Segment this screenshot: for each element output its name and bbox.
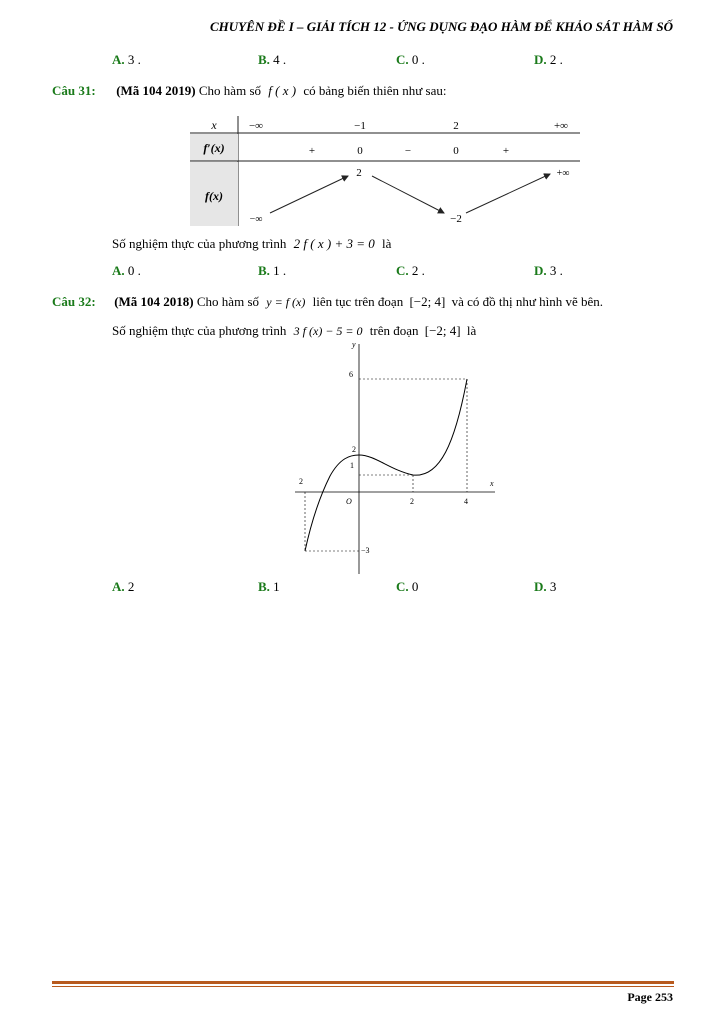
- question-32-prompt: [112, 323, 476, 339]
- y-tick: 1: [350, 461, 354, 470]
- function-curve: [305, 379, 467, 551]
- question-text: Cho hàm số: [196, 294, 260, 309]
- answer-d[interactable]: [534, 263, 563, 279]
- footer-rule-thin: [52, 986, 674, 987]
- x-value: 2: [453, 120, 459, 132]
- f-value: +∞: [556, 168, 570, 179]
- answer-d[interactable]: [534, 52, 563, 68]
- question-text: Cho hàm số: [198, 83, 262, 98]
- answer-value: 2 .: [411, 263, 425, 278]
- answer-value: 0 .: [127, 263, 141, 278]
- decrease-arrow: [372, 176, 444, 213]
- answer-label: B.: [258, 579, 270, 594]
- variation-table: [190, 116, 582, 228]
- interval: [−2; 4]: [409, 294, 446, 309]
- prompt-text: Số nghiệm thực của phương trình: [112, 323, 287, 338]
- answer-b[interactable]: [258, 263, 286, 279]
- question-text-2: có bảng biến thiên như sau:: [303, 83, 447, 98]
- y-tick: 2: [352, 445, 356, 454]
- answer-label: D.: [534, 263, 547, 278]
- answer-b[interactable]: [258, 579, 280, 595]
- answer-value: 3 .: [549, 263, 563, 278]
- answer-c[interactable]: [396, 263, 425, 279]
- page-number: Page 253: [627, 990, 673, 1004]
- question-source: (Mã 104 2018): [114, 294, 194, 309]
- footer-rule: [52, 981, 674, 984]
- answer-c[interactable]: [396, 579, 418, 595]
- equation: 3 f (x) − 5 = 0: [293, 324, 363, 338]
- answer-value: 2 .: [549, 52, 563, 67]
- increase-arrow: [270, 176, 348, 213]
- y-tick: 6: [349, 370, 353, 379]
- function-graph: [290, 338, 500, 578]
- function-name: f ( x ): [268, 83, 297, 98]
- equation: 2 f ( x ) + 3 = 0: [293, 236, 375, 251]
- page-header: CHUYÊN ĐỀ I – GIẢI TÍCH 12 - ỨNG DỤNG ĐẠO HÀM ĐỂ KHẢO SÁT HÀM SỐ: [210, 19, 673, 34]
- sign: 0: [453, 145, 459, 157]
- increase-arrow: [466, 174, 550, 213]
- interval: [−2; 4]: [424, 323, 461, 338]
- sign: −: [404, 145, 412, 157]
- question-text-3: và có đồ thị như hình vẽ bên.: [451, 294, 604, 309]
- question-text-2: liên tục trên đoạn: [312, 294, 404, 309]
- answer-label: C.: [396, 52, 409, 67]
- f-value: 2: [356, 167, 362, 179]
- prompt-end: là: [382, 236, 392, 251]
- answer-label: C.: [396, 579, 409, 594]
- origin-label: O: [346, 497, 352, 506]
- f-value: −2: [450, 213, 462, 225]
- sign: 0: [357, 145, 363, 157]
- answer-label: A.: [112, 52, 125, 67]
- x-axis-label: x: [490, 479, 494, 488]
- answer-value: 4 .: [273, 52, 287, 67]
- answer-c[interactable]: [396, 52, 425, 68]
- prompt-mid: trên đoạn: [369, 323, 419, 338]
- question-number: Câu 31:: [52, 83, 96, 98]
- answer-label: A.: [112, 579, 125, 594]
- x-value: +∞: [553, 120, 569, 132]
- answer-a[interactable]: [112, 263, 141, 279]
- y-tick: −3: [361, 546, 370, 555]
- answer-value: 0 .: [411, 52, 425, 67]
- answer-label: B.: [258, 52, 270, 67]
- row-label-f: f(x): [205, 189, 223, 203]
- x-tick: 2: [299, 477, 303, 486]
- sign: +: [502, 145, 510, 157]
- answer-value: 1: [273, 579, 280, 594]
- y-axis-label: y: [352, 340, 356, 349]
- row-label-x: x: [211, 118, 217, 132]
- question-source: (Mã 104 2019): [116, 83, 196, 98]
- answer-value: 0: [411, 579, 419, 594]
- answer-value: 3 .: [127, 52, 141, 67]
- answer-value: 3: [549, 579, 557, 594]
- answer-d[interactable]: [534, 579, 556, 595]
- answer-value: 2: [127, 579, 135, 594]
- answer-label: D.: [534, 579, 547, 594]
- prompt-end: là: [466, 323, 477, 338]
- answer-label: C.: [396, 263, 409, 278]
- sign: +: [308, 145, 316, 157]
- question-number: Câu 32:: [52, 294, 96, 309]
- function-name: y = f (x): [266, 295, 306, 309]
- answer-label: A.: [112, 263, 125, 278]
- answer-label: B.: [258, 263, 270, 278]
- x-tick: 2: [410, 497, 414, 506]
- question-31-prompt: [112, 236, 391, 252]
- answer-b[interactable]: [258, 52, 286, 68]
- question-32-line: [52, 294, 603, 310]
- prompt-text: Số nghiệm thực của phương trình: [112, 236, 287, 251]
- answer-a[interactable]: [112, 52, 141, 68]
- row-label-fprime: f′(x): [203, 141, 225, 155]
- x-tick: 4: [464, 497, 468, 506]
- x-value: −∞: [248, 120, 264, 132]
- answer-value: 1 .: [273, 263, 287, 278]
- answer-label: D.: [534, 52, 547, 67]
- question-31-line: [52, 83, 446, 99]
- f-value: −∞: [249, 214, 263, 225]
- answer-a[interactable]: [112, 579, 134, 595]
- x-value: −1: [354, 120, 366, 132]
